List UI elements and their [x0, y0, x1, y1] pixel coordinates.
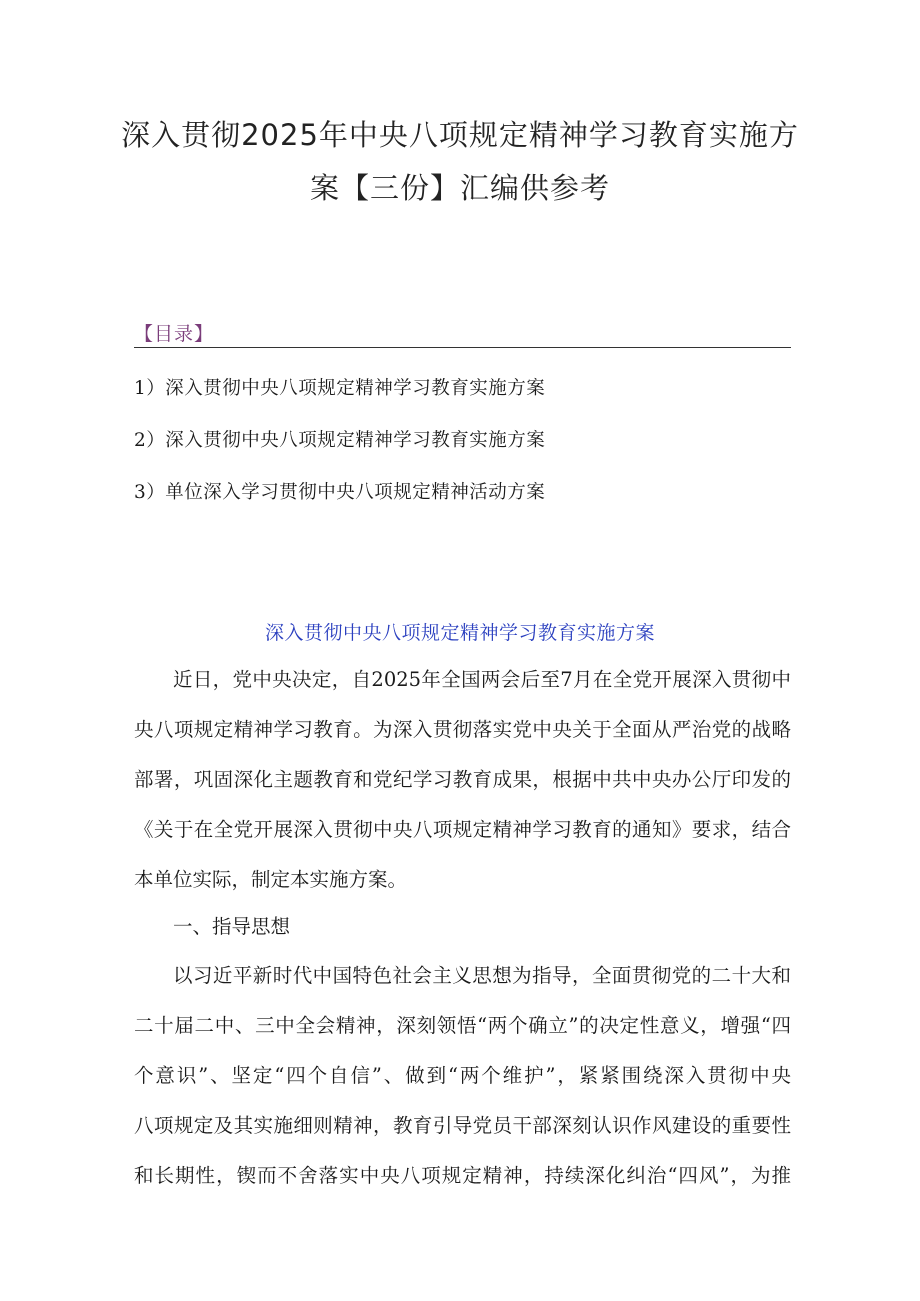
section-title: 深入贯彻中央八项规定精神学习教育实施方案	[264, 622, 655, 644]
paragraph-line: 和长期性，锲而不舍落实中央八项规定精神，持续深化纠治“四风”，为推	[134, 1164, 791, 1187]
paragraph-line: 近日，党中央决定，自2025年全国两会后至7月在全党开展深入贯彻中	[173, 668, 791, 691]
paragraph-line: 《关于在全党开展深入贯彻中央八项规定精神学习教育的通知》要求，结合	[134, 818, 791, 841]
toc-item: 3）单位深入学习贯彻中央八项规定精神活动方案	[134, 482, 546, 503]
paragraph-line: 本单位实际，制定本实施方案。	[134, 868, 408, 891]
document-title-line-2: 案【三份】汇编供参考	[309, 171, 610, 205]
paragraph-line: 二十届二中、三中全会精神，深刻领悟“两个确立”的决定性意义，增强“四	[134, 1014, 791, 1037]
paragraph-line: 部署，巩固深化主题教育和党纪学习教育成果，根据中共中央办公厅印发的	[134, 768, 791, 791]
paragraph-line: 八项规定及其实施细则精神，教育引导党员干部深刻认识作风建设的重要性	[134, 1114, 791, 1137]
toc-item: 2）深入贯彻中央八项规定精神学习教育实施方案	[134, 430, 546, 451]
toc-header: 【目录】	[134, 323, 215, 345]
document-title-line-1: 深入贯彻2025年中央八项规定精神学习教育实施方	[121, 118, 799, 152]
paragraph-line: 以习近平新时代中国特色社会主义思想为指导，全面贯彻党的二十大和	[173, 964, 791, 987]
toc-item: 1）深入贯彻中央八项规定精神学习教育实施方案	[134, 378, 546, 399]
toc-divider	[134, 347, 791, 348]
paragraph-line: 央八项规定精神学习教育。为深入贯彻落实党中央关于全面从严治党的战略	[134, 718, 791, 741]
paragraph-line: 个意识”、坚定“四个自信”、做到“两个维护”，紧紧围绕深入贯彻中央	[134, 1064, 791, 1087]
section-heading: 一、指导思想	[173, 915, 291, 938]
